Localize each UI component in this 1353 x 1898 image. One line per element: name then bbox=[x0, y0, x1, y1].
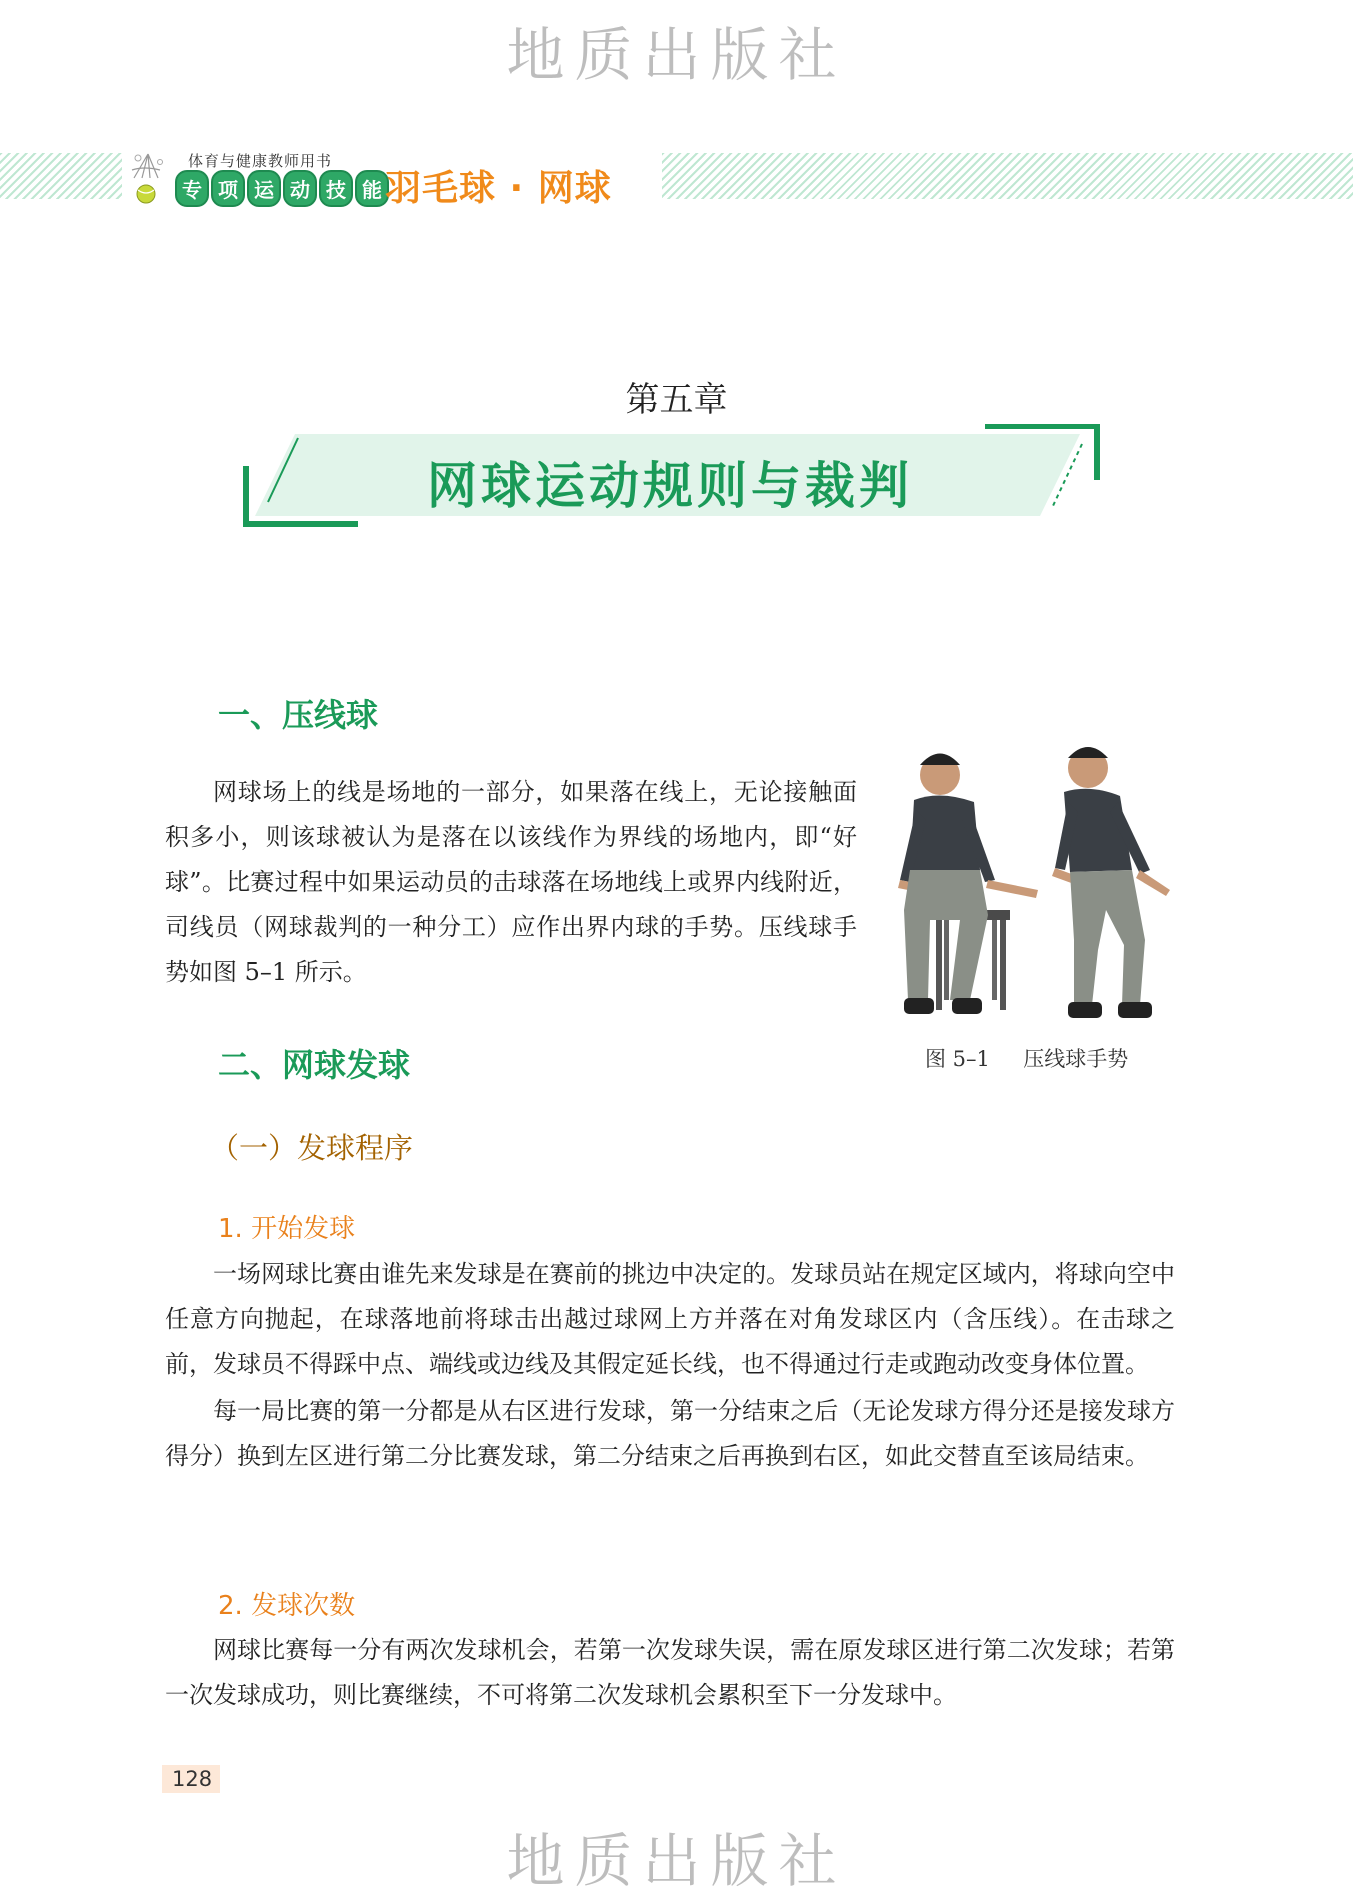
item-2-body bbox=[165, 1628, 1175, 1718]
header-pill: 能 bbox=[355, 170, 389, 207]
item-heading: 2. 发球次数 bbox=[218, 1591, 356, 1621]
header-pill: 专 bbox=[175, 170, 209, 207]
watermark-top: 地质出版社 bbox=[506, 21, 847, 89]
header-hatch-right bbox=[662, 153, 1353, 199]
paragraph: 网球场上的线是场地的一部分，如果落在线上，无论接触面积多小，则该球被认为是落在以该线作为界线的场地内，即“好球”。比赛过程中如果运动员的击球落在场地线上或界内线附近，司线员（网球裁判的一种分工）应作出界内球的手势。压线球手势如图 5–1 所示。 bbox=[165, 778, 857, 986]
header-pills bbox=[175, 170, 391, 207]
figure-caption: 图 5–1 压线球手势 bbox=[925, 1047, 1129, 1071]
paragraph: 网球比赛每一分有两次发球机会，若第一次发球失误，需在原发球区进行第二次发球；若第一次发球成功，则比赛继续，不可将第二次发球机会累积至下一分发球中。 bbox=[165, 1636, 1175, 1709]
chapter-label: 第五章 bbox=[625, 380, 728, 420]
section-heading: 一、压线球 bbox=[218, 696, 379, 734]
chapter-title: 网球运动规则与裁判 bbox=[427, 457, 913, 515]
series-label: 体育与健康教师用书 bbox=[188, 152, 333, 170]
figure-image bbox=[870, 740, 1180, 1040]
header-pill: 项 bbox=[211, 170, 245, 207]
page-number: 128 bbox=[162, 1765, 220, 1793]
item-heading: 1. 开始发球 bbox=[218, 1214, 356, 1244]
paragraph: 一场网球比赛由谁先来发球是在赛前的挑边中决定的。发球员站在规定区域内，将球向空中任意方向抛起，在球落地前将球击出越过球网上方并落在对角发球区内（含压线）。在击球之前，发球员不得踩中点、端线或边线及其假定延长线，也不得通过行走或跑动改变身体位置。 bbox=[165, 1260, 1175, 1378]
header-pill: 技 bbox=[319, 170, 353, 207]
section-heading: 二、网球发球 bbox=[218, 1046, 411, 1084]
header-pill: 运 bbox=[247, 170, 281, 207]
header-pill: 动 bbox=[283, 170, 317, 207]
header-hatch-left bbox=[0, 153, 122, 199]
paragraph: 每一局比赛的第一分都是从右区进行发球，第一分结束之后（无论发球方得分还是接发球方得分）换到左区进行第二分比赛发球，第二分结束之后再换到右区，如此交替直至该局结束。 bbox=[165, 1397, 1175, 1470]
item-1-body bbox=[165, 1252, 1175, 1479]
shuttlecock-logo-icon bbox=[124, 148, 174, 204]
watermark-bottom: 地质出版社 bbox=[506, 1827, 847, 1895]
section-1-body bbox=[165, 770, 857, 995]
subsection-heading: （一）发球程序 bbox=[210, 1131, 414, 1165]
book-title: 羽毛球 · 网球 bbox=[385, 168, 612, 209]
